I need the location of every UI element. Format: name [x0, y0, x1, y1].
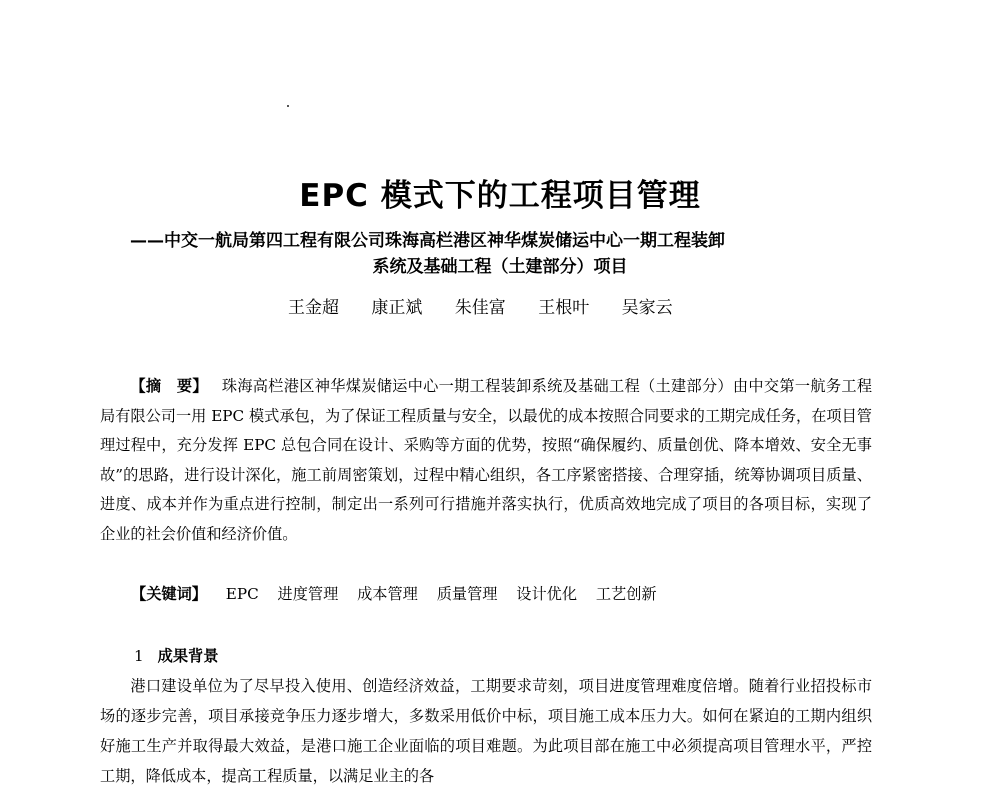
- abstract-paragraph: [100, 372, 872, 549]
- author-list: [288, 296, 700, 320]
- author-name: 朱佳富: [454, 298, 506, 318]
- paper-subtitle-line-1: ——中交一航局第四工程有限公司珠海高栏港区神华煤炭储运中心一期工程装卸: [130, 231, 725, 251]
- keyword: EPC: [225, 585, 259, 603]
- author-name: 王金超: [288, 298, 339, 318]
- section-heading: [134, 642, 218, 670]
- author-name: 吴家云: [621, 298, 673, 318]
- section-number: 1: [134, 647, 144, 665]
- section-title: 成果背景: [157, 647, 219, 665]
- section-body-paragraph: 港口建设单位为了尽早投入使用、创造经济效益，工期要求苛刻，项目进度管理难度倍增。随着行业招投标市场的逐步完善，项目承接竞争压力逐步增大，多数采用低价中标，项目施工成本压力大。如何在紧迫的工期内组织好施工生产并取得最大效益，是港口施工企业面临的项目难题。为此项目部在施工中必须提高项目管理水平，严控工期，降低成本，提高工程质量，以满足业主的各: [100, 677, 872, 785]
- paper-title: EPC 模式下的工程项目管理: [299, 178, 701, 214]
- author-name: 康正斌: [371, 298, 423, 318]
- keyword: 质量管理: [436, 585, 498, 603]
- author-name: 王根叶: [538, 298, 590, 318]
- abstract-text: 珠海高栏港区神华煤炭储运中心一期工程装卸系统及基础工程（土建部分）由中交第一航务工程局有限公司一用 EPC 模式承包，为了保证工程质量与安全，以最优的成本按照合同要求的工期完成任务，在项目管理过程中，充分发挥 EPC 总包合同在设计、采购等方面的优势，按照“确保履约、质量创优、降本增效、安全无事故”的思路，进行设计深化，施工前周密策划，过程中精心组织，各工序紧密搭接、合理穿插，统筹协调项目质量、进度、成本并作为重点进行控制，制定出一系列可行措施并落实执行，优质高效地完成了项目的各项目标，实现了企业的社会价值和经济价值。: [100, 377, 873, 543]
- abstract-label: 【摘 要】: [130, 377, 208, 395]
- keyword: 设计优化: [516, 585, 578, 603]
- keywords-line: [131, 580, 671, 610]
- keyword: 进度管理: [277, 585, 339, 603]
- keyword: 工艺创新: [595, 585, 657, 603]
- keyword: 成本管理: [357, 585, 418, 603]
- keywords-label: 【关键词】: [131, 585, 207, 603]
- scan-speck: [287, 105, 289, 107]
- paper-subtitle-line-2: 系统及基础工程（土建部分）项目: [372, 257, 628, 277]
